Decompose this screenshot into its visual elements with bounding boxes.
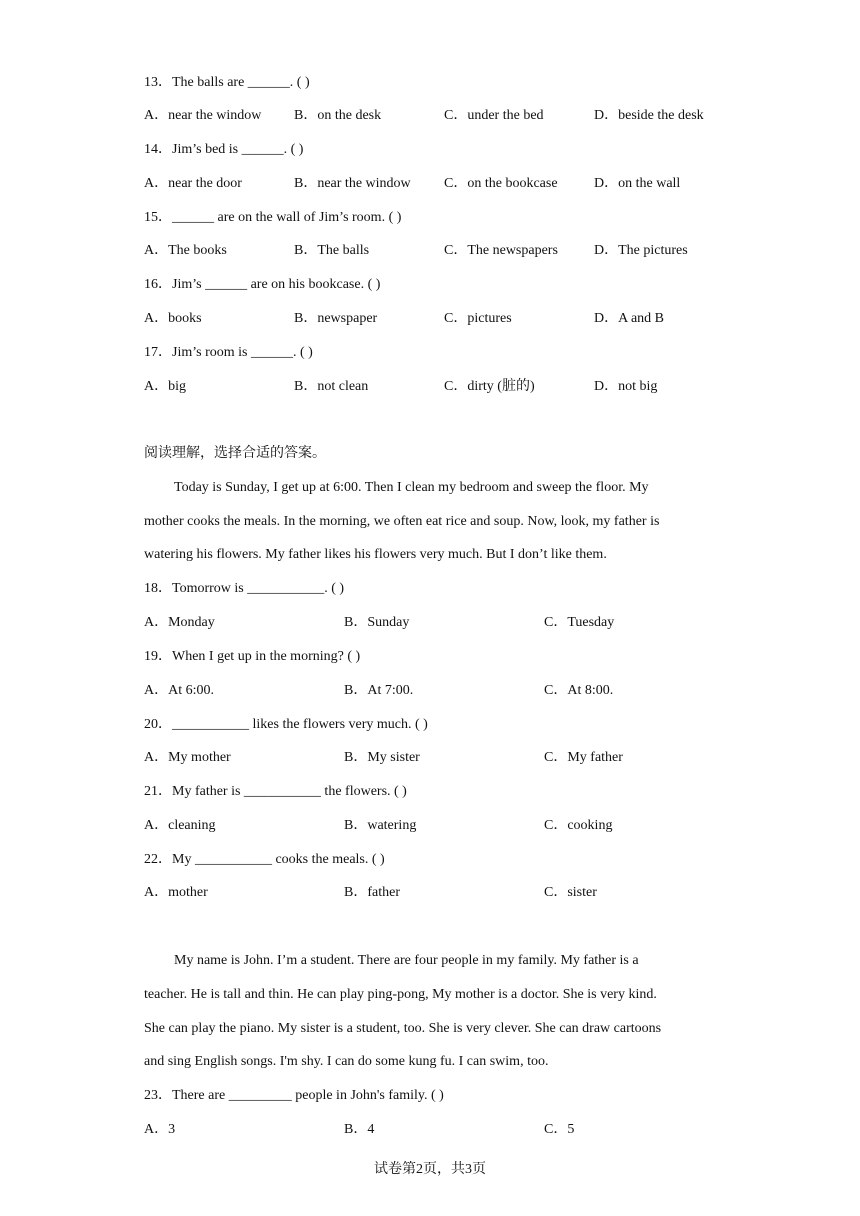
passage-2-line-2: teacher. He is tall and thin. He can play ping-pong, My mother is a doctor. She is very kind. — [144, 987, 657, 1002]
passage-1-line-1: Today is Sunday, I get up at 6:00. Then I clean my bedroom and sweep the floor. My — [174, 480, 649, 495]
question-17-option-d: D．not big — [594, 379, 658, 394]
question-15-option-b: B．The balls — [294, 243, 370, 258]
question-13-option-c: C．under the bed — [444, 108, 544, 123]
question-19-option-c: C．At 8:00. — [544, 683, 614, 698]
passage-1-line-2: mother cooks the meals. In the morning, we often eat rice and soup. Now, look, my father is — [144, 514, 660, 529]
passage-2-line-4: and sing English songs. I'm shy. I can do some kung fu. I can swim, too. — [144, 1054, 549, 1069]
question-13-option-d: D．beside the desk — [594, 108, 704, 123]
question-13-stem: 13．The balls are ______. ( ) — [144, 75, 310, 90]
question-23-stem: 23．There are _________ people in John's family. ( ) — [144, 1088, 444, 1103]
question-23-option-c: C．5 — [544, 1122, 575, 1137]
question-16-option-d: D．A and B — [594, 311, 664, 326]
passage-2-line-3: She can play the piano. My sister is a student, too. She is very clever. She can draw cartoons — [144, 1021, 662, 1036]
question-23-option-b: B．4 — [344, 1122, 375, 1137]
question-21-stem: 21．My father is ___________ the flowers. ( ) — [144, 784, 407, 799]
passage-1-line-3: watering his flowers. My father likes his flowers very much. But I don’t like them. — [144, 547, 607, 562]
question-22-option-c: C．sister — [544, 885, 597, 900]
question-15-option-d: D．The pictures — [594, 243, 688, 258]
question-17-option-a: A．big — [144, 379, 186, 394]
question-21-option-c: C．cooking — [544, 818, 613, 833]
question-14-option-c: C．on the bookcase — [444, 176, 558, 191]
question-21-option-b: B．watering — [344, 818, 417, 833]
question-13-option-b: B．on the desk — [294, 108, 382, 123]
question-21-option-a: A．cleaning — [144, 818, 216, 833]
question-20-option-c: C．My father — [544, 750, 623, 765]
question-16-option-b: B．newspaper — [294, 311, 378, 326]
question-14-option-b: B．near the window — [294, 176, 411, 191]
passage-2-line-1: My name is John. I’m a student. There are four people in my family. My father is a — [174, 953, 639, 968]
question-16-option-a: A．books — [144, 311, 202, 326]
question-14-option-a: A．near the door — [144, 176, 242, 191]
question-16-option-c: C．pictures — [444, 311, 512, 326]
question-18-option-b: B．Sunday — [344, 615, 410, 630]
question-18-option-c: C．Tuesday — [544, 615, 615, 630]
question-19-option-a: A．At 6:00. — [144, 683, 214, 698]
question-22-option-a: A．mother — [144, 885, 208, 900]
question-20-option-a: A．My mother — [144, 750, 231, 765]
question-23-option-a: A．3 — [144, 1122, 176, 1137]
section-instruction: 阅读理解，选择合适的答案。 — [144, 446, 326, 461]
question-15-option-a: A．The books — [144, 243, 227, 258]
question-17-option-b: B．not clean — [294, 379, 369, 394]
question-14-option-d: D．on the wall — [594, 176, 681, 191]
question-15-stem: 15．______ are on the wall of Jim’s room. ( ) — [144, 210, 402, 225]
question-14-stem: 14．Jim’s bed is ______. ( ) — [144, 142, 304, 157]
question-19-stem: 19．When I get up in the morning? ( ) — [144, 649, 361, 664]
question-17-stem: 17．Jim’s room is ______. ( ) — [144, 345, 313, 360]
question-22-stem: 22．My ___________ cooks the meals. ( ) — [144, 852, 385, 867]
question-18-option-a: A．Monday — [144, 615, 215, 630]
question-20-stem: 20．___________ likes the flowers very much. ( ) — [144, 717, 428, 732]
question-17-option-c: C．dirty (脏的) — [444, 379, 535, 394]
question-15-option-c: C．The newspapers — [444, 243, 558, 258]
page-footer: 试卷第2页，共3页 — [374, 1162, 486, 1177]
question-19-option-b: B．At 7:00. — [344, 683, 414, 698]
question-16-stem: 16．Jim’s ______ are on his bookcase. ( ) — [144, 277, 381, 292]
question-22-option-b: B．father — [344, 885, 400, 900]
question-13-option-a: A．near the window — [144, 108, 262, 123]
question-18-stem: 18．Tomorrow is ___________. ( ) — [144, 581, 345, 596]
question-20-option-b: B．My sister — [344, 750, 420, 765]
